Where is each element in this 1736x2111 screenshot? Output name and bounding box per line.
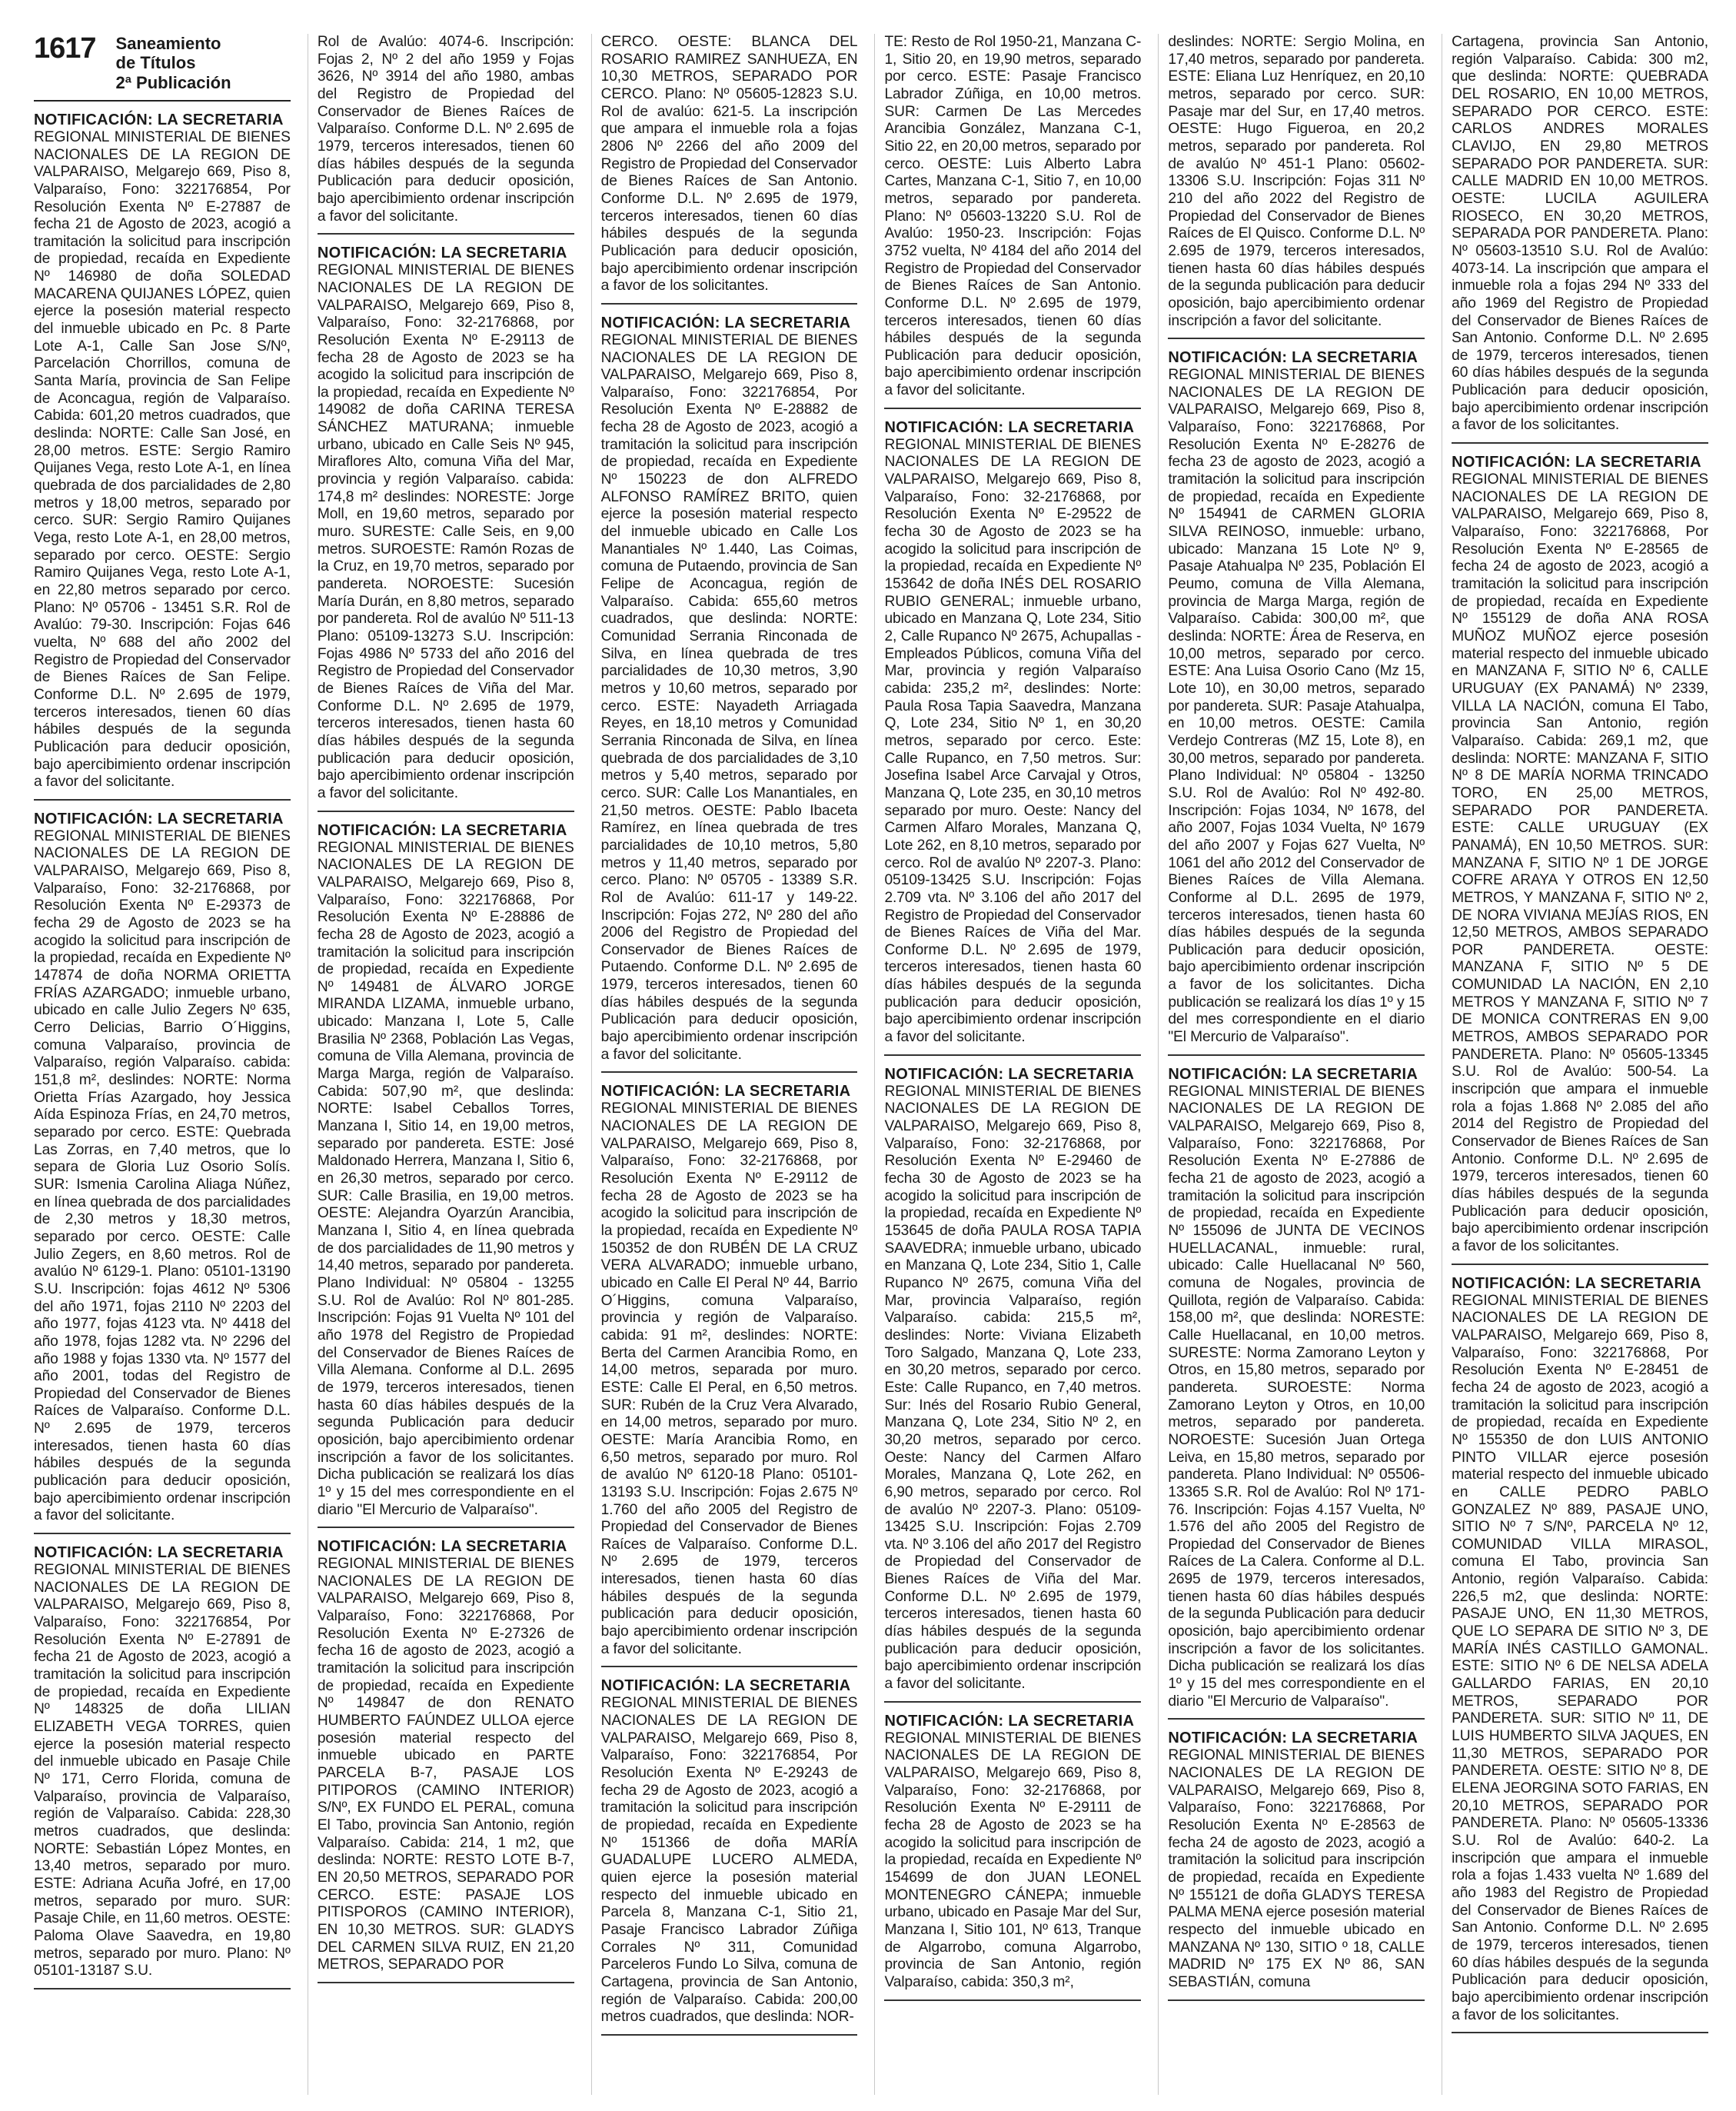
legal-notice	[1168, 1729, 1425, 2000]
notices-col-6	[1452, 34, 1708, 2033]
legal-notice	[1452, 34, 1708, 444]
section-number: 1617	[34, 34, 96, 65]
notices-col-2	[318, 34, 574, 1983]
notices-col-3	[601, 34, 858, 2036]
legal-notice	[34, 810, 291, 1534]
legal-notice	[601, 1082, 858, 1667]
notice-heading: NOTIFICACIÓN: LA SECRETARIA	[1452, 454, 1701, 471]
legal-notice	[1452, 1274, 1708, 2034]
notice-heading: NOTIFICACIÓN: LA SECRETARIA	[34, 1544, 284, 1562]
legal-notice	[1452, 453, 1708, 1265]
column-6	[1442, 34, 1708, 2095]
notice-body: REGIONAL MINISTERIAL DE BIENES NACIONALES DE LA REGION DE VALPARAISO, Melgarejo 669, Piso 8, Valparaíso, Fono: 322176868, Por Resolución Exenta Nº E-28451 de fecha 24 de agosto de 2023, acogió a tramitación la solicitud para inscripción de propiedad, recaída en Expediente Nº 155350 de don LUIS ANTONIO PINTO VILLAR ejerce posesión material respecto del inmueble ubicado en CALLE PEDRO PABLO GONZALEZ Nº 889, PASAJE UNO, SITIO Nº 7 S/Nº, PARCELA Nº 12, COMUNIDAD VILLA MIRASOL, comuna El Tabo, provincia San Antonio, región Valparaíso. Cabida: 226,5 m2, que deslinda: NORTE: PASAJE UNO, EN 11,30 METROS, QUE LO SEPARA DE SITIO Nº 3, DE MARÍA INÉS CASTILLO GAMONAL. ESTE: SITIO Nº 6 DE NELSA ADELA GALLARDO FARIAS, EN 20,10 METROS, SEPARADO POR PANDERETA. SUR: SITIO Nº 11, DE LUIS HUMBERTO SILVA JAQUES, EN 11,30 METROS, SEPARADO POR PANDERETA. OESTE: SITIO Nº 8, DE ELENA JEORGINA SOTO FARIAS, EN 20,10 METROS, SEPARADO POR PANDERETA. Plano: Nº 05605-13336 S.U. Rol de Avalúo: 640-2. La inscripción que ampara el inmueble rola a fojas 1.433 vuelta Nº 1.689 del año 1983 del Registro de Propiedad del Conservador de Bienes Raíces de San Antonio. Conforme D.L. Nº 2.695 de 1979, terceros interesados, tienen 60 días hábiles después de la segunda Publicación para deducir oposición, bajo apercibimiento ordenar inscripción a favor de los solicitantes.	[1452, 1292, 1708, 2023]
notice-body: REGIONAL MINISTERIAL DE BIENES NACIONALES DE LA REGION DE VALPARAISO, Melgarejo 669, Piso 8, Valparaíso, Fono: 32-2176868, por Resolución Exenta Nº E-29113 de fecha 28 de Agosto de 2023 se ha acogido la solicitud para inscripción de la propiedad, recaída en Expediente Nº 149082 de doña CARINA TERESA SÁNCHEZ MATURANA; inmueble urbano, ubicado en Calle Seis Nº 945, Miraflores Alto, comuna Viña del Mar, provincia y región Valparaíso. cabida: 174,8 m² deslindes: NORESTE: Jorge Moll, en 19,60 metros, separado por muro. SURESTE: Calle Seis, en 9,00 metros. SUROESTE: Ramón Rozas de la Cruz, en 19,70 metros, separado por pandereta. NOROESTE: Sucesión María Durán, en 8,80 metros, separado por pandereta. Rol de avalúo Nº 511-13 Plano: 05109-13273 S.U. Inscripción: Fojas 4986 Nº 5733 del año 2016 del Registro de Propiedad del Conservador de Bienes Raíces de Viña del Mar. Conforme D.L. Nº 2.695 de 1979, terceros interesados, tienen hasta 60 días hábiles después de la segunda publicación para deducir oposición, bajo apercibimiento ordenar inscripción a favor del solicitante.	[317, 262, 574, 801]
legal-notice	[884, 418, 1141, 1056]
column-5	[1158, 34, 1425, 2095]
notice-body: REGIONAL MINISTERIAL DE BIENES NACIONALES DE LA REGION DE VALPARAISO, Melgarejo 669, Piso 8, Valparaíso, Fono: 322176868, Por Resolución Exenta Nº E-28886 de fecha 28 de Agosto de 2023, acogió a tramitación la solicitud para inscripción de propiedad, recaída en Expediente Nº 149481 de ÁLVARO JORGE MIRANDA LIZAMA, inmueble urbano, ubicado: Manzana I, Lote 5, Calle Brasilia Nº 2368, Población Las Vegas, comuna de Villa Alemana, provincia de Marga Marga, región de Valparaíso. Cabida: 507,90 m², que deslinda: NORTE: Isabel Ceballos Torres, Manzana I, Sitio 14, en 19,00 metros, separado por pandereta. ESTE: José Maldonado Herrera, Manzana I, Sitio 6, en 26,30 metros, separado por cerco. SUR: Calle Brasilia, en 19,00 metros. OESTE: Alejandra Oyarzún Arancibia, Manzana I, Sitio 4, en línea quebrada de dos parcialidades de 11,90 metros y 14,40 metros, separado por pandereta. Plano Individual: Nº 05804 - 13255 S.U. Rol de Avalúo: Rol Nº 801-285. Inscripción: Fojas 91 Vuelta Nº 101 del año 1978 del Registro de Propiedad del Conservador de Bienes Raíces de Villa Alemana. Conforme al D.L. 2695 de 1979, terceros interesados, tienen hasta 60 días hábiles después de la segunda Publicación para deducir oposición, bajo apercibimiento ordenar inscripción a favor de los solicitantes. Dicha publicación se realizará los días 1º y 15 del mes correspondiente en el diario "El Mercurio de Valparaíso".	[317, 839, 574, 1518]
notice-body: REGIONAL MINISTERIAL DE BIENES NACIONALES DE LA REGION DE VALPARAISO, Melgarejo 669, Piso 8, Valparaíso, Fono: 322176868, Por Resolución Exenta Nº E-27886 de fecha 21 de agosto de 2023, acogió a tramitación la solicitud para inscripción de propiedad, recaída en Expediente Nº 155096 de JUNTA DE VECINOS HUELLACANAL, inmueble: rural, ubicado: Calle Huellacanal Nº 560, comuna de Nogales, provincia de Quillota, región de Valparaíso. Cabida: 158,00 m², que deslinda: NORESTE: Calle Huellacanal, en 10,00 metros. SURESTE: Norma Zamorano Leyton y Otros, en 15,80 metros, separado por pandereta. SUROESTE: Norma Zamorano Leyton y Otros, en 10,00 metros, separado por pandereta. NOROESTE: Sucesión Juan Ortega Leiva, en 15,80 metros, separado por pandereta. Plano Individual: Nº 05506-13365 S.R. Rol de Avalúo: Rol Nº 171-76. Inscripción: Fojas 4.157 Vuelta, Nº 1.576 del año 2005 del Registro de Propiedad del Conservador de Bienes Raíces de La Calera. Conforme al D.L. 2695 de 1979, terceros interesados, tienen hasta 60 días hábiles después de la segunda Publicación para deducir oposición, bajo apercibimiento ordenar inscripción a favor de los solicitantes. Dicha publicación se realizará los días 1º y 15 del mes correspondiente en el diario "El Mercurio de Valparaíso".	[1168, 1083, 1425, 1710]
legal-notice	[601, 1676, 858, 2035]
notice-body: REGIONAL MINISTERIAL DE BIENES NACIONALES DE LA REGION DE VALPARAISO, Melgarejo 669, Piso 8, Valparaíso, Fono: 322176868, Por Resolución Exenta Nº E-28565 de fecha 24 de agosto de 2023, acogió a tramitación la solicitud para inscripción de propiedad, recaída en Expediente Nº 155129 de doña ANA ROSA MUÑOZ MUÑOZ ejerce posesión material respecto del inmueble ubicado en MANZANA F, SITIO Nº 6, CALLE URUGUAY (EX PANAMÁ) Nº 2339, VILLA LA NACIÓN, comuna El Tabo, provincia San Antonio, región Valparaíso. Cabida: 269,1 m2, que deslinda: NORTE: MANZANA F, SITIO Nº 8 DE MARÍA NORMA TRINCADO TORO, EN 25,00 METROS, SEPARADO POR PANDERETA. ESTE: CALLE URUGUAY (EX PANAMÁ), EN 10,50 METROS. SUR: MANZANA F, SITIO Nº 1 DE JORGE COFRE ARAYA Y OTROS EN 12,50 METROS, Y MANZANA F, SITIO Nº 2, DE NORA VIVIANA MEJÍAS RIOS, EN 12,50 METROS, AMBOS SEPARADO POR PANDERETA. OESTE: MANZANA F, SITIO Nº 5 DE COMUNIDAD LA NACIÓN, EN 2,10 METROS Y MANZANA F, SITIO Nº 7 DE MONICA CONTRERAS EN 9,00 METROS, AMBOS SEPARADO POR PANDERETA. Plano: Nº 05605-13345 S.U. Rol de Avalúo: 500-54. La inscripción que ampara el inmueble rola a fojas 1.868 Nº 2.085 del año 2014 del Registro de Propiedad del Conservador de Bienes Raíces de San Antonio. Conforme D.L. Nº 2.695 de 1979, terceros interesados, tienen 60 días hábiles después de la segunda Publicación para deducir oposición, bajo apercibimiento ordenar inscripción a favor de los solicitantes.	[1452, 471, 1708, 1254]
notice-heading: NOTIFICACIÓN: LA SECRETARIA	[600, 314, 851, 331]
notice-heading: NOTIFICACIÓN: LA SECRETARIA	[34, 111, 284, 128]
notice-heading: NOTIFICACIÓN: LA SECRETARIA	[1168, 349, 1418, 367]
legal-notice	[601, 34, 858, 305]
notice-body: REGIONAL MINISTERIAL DE BIENES NACIONALES DE LA REGION DE VALPARAISO, Melgarejo 669, Piso 8, Valparaíso, Fono: 322176854, Por Resolución Exenta Nº E-28882 de fecha 28 de Agosto de 2023, acogió a tramitación la solicitud para inscripción de propiedad, recaída en Expediente Nº 150223 de don ALFREDO ALFONSO RAMÍREZ BRITO, quien ejerce la posesión material respecto del inmueble ubicado en Calle Los Manantiales Nº 1.440, Las Coimas, comuna de Putaendo, provincia de San Felipe de Aconcagua, región de Valparaíso. Cabida: 655,60 metros cuadrados, que deslinda: NORTE: Comunidad Serrania Rinconada de Silva, en línea quebrada de tres parcialidades de 10,30 metros, 3,90 metros y 10,60 metros, separado por cerco. ESTE: Nayadeth Arriagada Reyes, en 18,10 metros y Comunidad Serrania Rinconada de Silva, en línea quebrada de dos parcialidades de 3,10 metros y 5,40 metros, separado por cerco. SUR: Calle Los Manantiales, en 21,50 metros. OESTE: Pablo Ibaceta Ramírez, en línea quebrada de tres parcialidades de 10,10 metros, 5,80 metros y 11,40 metros, separado por cerco. Plano: Nº 05705 - 13389 S.R. Rol de Avalúo: 611-17 y 149-22. Inscripción: Fojas 272, Nº 280 del año 2006 del Registro de Propiedad del Conservador de Bienes Raíces de Putaendo. Conforme D.L. Nº 2.695 de 1979, terceros interesados, tienen 60 días hábiles después de la segunda Publicación para deducir oposición, bajo apercibimiento ordenar inscripción a favor del solicitante.	[600, 331, 858, 1063]
legal-notice	[884, 1065, 1141, 1703]
notice-heading: NOTIFICACIÓN: LA SECRETARIA	[600, 1083, 851, 1100]
notice-body: REGIONAL MINISTERIAL DE BIENES NACIONALES DE LA REGION DE VALPARAISO, Melgarejo 669, Piso 8, Valparaíso, Fono: 322176854, Por Resolución Exenta Nº E-29243 de fecha 29 de Agosto de 2023, acogió a tramitación la solicitud para inscripción de propiedad, recaída en Expediente Nº 151366 de doña MARÍA GUADALUPE LUCERO ALMEDA, quien ejerce la posesión material respecto del inmueble ubicado en Parcela 8, Manzana C-1, Sitio 21, Pasaje Francisco Labrador Zúñiga Corrales Nº 311, Comunidad Parceleros Fundo Lo Silva, comuna de Cartagena, provincia de San Antonio, región de Valparaíso. Cabida: 200,00 metros cuadrados, que deslinda: NOR-	[600, 1695, 858, 2026]
notice-heading: NOTIFICACIÓN: LA SECRETARIA	[884, 1065, 1135, 1083]
legal-notice	[318, 1537, 574, 1983]
notices-col-4	[884, 34, 1141, 2001]
notice-body: REGIONAL MINISTERIAL DE BIENES NACIONALES DE LA REGION DE VALPARAISO, Melgarejo 669, Piso 8, Valparaíso, Fono: 32-2176868, por Resolución Exenta Nº E-29373 de fecha 29 de Agosto de 2023 se ha acogido la solicitud para inscripción de la propiedad, recaída en Expediente Nº 147874 de doña NORMA ORIETTA FRÍAS AZARGADO; inmueble urbano, ubicado en calle Julio Zegers Nº 635, Cerro Delicias, Barrio O´Higgins, comuna Valparaíso, provincia de Valparaíso, región Valparaíso. cabida: 151,8 m², deslindes: NORTE: Norma Orietta Frías Azargado, hoy Jessica Aída Espinoza Frías, en 24,70 metros, separado por cerco. ESTE: Quebrada Las Zorras, en 7,40 metros, que lo separa de Gloria Luz Osorio Solís. SUR: Ismenia Carolina Aliaga Núñez, en línea quebrada de dos parcialidades de 2,30 metros y 18,30 metros, separado por cerco. OESTE: Calle Julio Zegers, en 8,60 metros. Rol de avalúo Nº 6129-1. Plano: 05101-13190 S.U. Inscripción: fojas 4612 Nº 5306 del año 1971, fojas 2110 Nº 2203 del año 1977, fojas 4123 vta. Nº 4418 del año 1978, fojas 1282 vta. Nº 2296 del año 1988 y fojas 1330 vta. Nº 1577 del año 2001, todas del Registro de Propiedad del Conservador de Bienes Raíces de Valparaíso. Conforme D.L. Nº 2.695 de 1979, terceros interesados, tienen hasta 60 días hábiles después de la segunda publicación para deducir oposición, bajo apercibimiento ordenar inscripción a favor del solicitante.	[34, 827, 291, 1524]
notice-heading: NOTIFICACIÓN: LA SECRETARIA	[34, 810, 284, 827]
notice-heading: NOTIFICACIÓN: LA SECRETARIA	[884, 418, 1135, 436]
notice-body: Rol de Avalúo: 4074-6. Inscripción: Fojas 2, Nº 2 del año 1959 y Fojas 3626, Nº 3914 del año 1980, ambas del Registro de Propiedad del Conservador de Bienes Raíces de Valparaíso. Conforme D.L. Nº 2.695 de 1979, terceros interesados, tienen 60 días hábiles después de la segunda Publicación para deducir oposición, bajo apercibimiento ordenar inscripción a favor del solicitante.	[317, 34, 574, 225]
notice-body: REGIONAL MINISTERIAL DE BIENES NACIONALES DE LA REGION DE VALPARAISO, Melgarejo 669, Piso 8, Valparaíso, Fono: 32-2176868, por Resolución Exenta Nº E-29522 de fecha 30 de Agosto de 2023 se ha acogido la solicitud para inscripción de la propiedad, recaída en Expediente Nº 153642 de doña INÉS DEL ROSARIO RUBIO GENERAL; inmueble urbano, ubicado en Manzana Q, Lote 234, Sitio 2, Calle Rupanco Nº 2675, Achupallas - Empleados Públicos, comuna Viña del Mar, provincia y región Valparaíso cabida: 235,2 m², deslindes: Norte: Paula Rosa Tapia Saavedra, Manzana Q, Lote 234, Sitio Nº 1, en 30,20 metros, separado por cerco. Este: Calle Rupanco, en 7,50 metros. Sur: Josefina Isabel Arce Carvajal y Otros, Manzana Q, Lote 235, en 30,10 metros separado por muro. Oeste: Nancy del Carmen Alfaro Morales, Manzana Q, Lote 262, en 8,10 metros, separado por cerco. Rol de avalúo Nº 2207-3. Plano: 05109-13425 S.U. Inscripción: Fojas 2.709 vta. Nº 3.106 del año 2017 del Registro de Propiedad del Conservador de Bienes Raíces de Viña del Mar. Conforme D.L. Nº 2.695 de 1979, terceros interesados, tienen hasta 60 días hábiles después de la segunda publicación para deducir oposición, bajo apercibimiento ordenar inscripción a favor del solicitante.	[884, 436, 1142, 1046]
legal-notice	[318, 34, 574, 235]
notices-col-1	[34, 111, 291, 1989]
legal-notice	[601, 314, 858, 1074]
notice-heading: NOTIFICACIÓN: LA SECRETARIA	[1168, 1730, 1418, 1747]
notice-body: Cartagena, provincia San Antonio, región Valparaíso. Cabida: 300 m2, que deslinda: NORTE: QUEBRADA DEL ROSARIO, EN 10,00 METROS, SEPARADO POR CERCO. ESTE: CARLOS ANDRES MORALES CLAVIJO, EN 29,80 METROS SEPARADO POR PANDERETA. SUR: CALLE MADRID EN 10,00 METROS. OESTE: LUCILA AGUILERA RIOSECO, EN 30,20 METROS, SEPARADA POR PANDERETA. Plano: Nº 05603-13510 S.U. Rol de Avalúo: 4073-14. La inscripción que ampara el inmueble rola a fojas 294 Nº 333 del año 1969 del Registro de Propiedad del Conservador de Bienes Raíces de San Antonio. Conforme D.L. Nº 2.695 de 1979, terceros interesados, tienen 60 días hábiles después de la segunda Publicación para deducir oposición, bajo apercibimiento ordenar inscripción a favor de los solicitantes.	[1452, 34, 1708, 434]
notice-heading: NOTIFICACIÓN: LA SECRETARIA	[317, 821, 567, 839]
legal-notice	[34, 111, 291, 801]
legal-notice	[1168, 34, 1425, 339]
legal-notice	[884, 1712, 1141, 2001]
notice-body: REGIONAL MINISTERIAL DE BIENES NACIONALES DE LA REGION DE VALPARAISO, Melgarejo 669, Piso 8, Valparaíso, Fono: 322176868, Por Resolución Exenta Nº E-28563 de fecha 24 de agosto de 2023, acogió a tramitación la solicitud para inscripción de propiedad, recaída en Expediente Nº 155121 de doña GLADYS TERESA PALMA MENA ejerce posesión material respecto del inmueble ubicado en MANZANA Nº 130, SITIO º 18, CALLE MADRID Nº 175 EX Nº 86, SAN SEBASTIÁN, comuna	[1168, 1747, 1425, 1990]
columns-container	[34, 34, 1708, 2095]
notices-col-5	[1168, 34, 1425, 2001]
legal-notice	[1168, 1065, 1425, 1720]
legal-notice	[318, 821, 574, 1529]
notice-body: REGIONAL MINISTERIAL DE BIENES NACIONALES DE LA REGION DE VALPARAISO, Melgarejo 669, Piso 8, Valparaíso, Fono: 32-2176868, por Resolución Exenta Nº E-29111 de fecha 28 de Agosto de 2023 se ha acogido la solicitud para inscripción de la propiedad, recaída en Expediente Nº 154699 de don JUAN LEONEL MONTENEGRO CÁNEPA; inmueble urbano, ubicado en Pasaje Mar del Sur, Manzana I, Sitio 101, Nº 613, Tranque de Algarrobo, comuna Algarrobo, provincia de San Antonio, región Valparaíso, cabida: 350,3 m²,	[884, 1730, 1142, 1990]
notice-heading: NOTIFICACIÓN: LA SECRETARIA	[317, 245, 567, 262]
notice-body: REGIONAL MINISTERIAL DE BIENES NACIONALES DE LA REGION DE VALPARAISO, Melgarejo 669, Piso 8, Valparaíso, Fono: 32-2176868, por Resolución Exenta Nº E-29460 de fecha 30 de Agosto de 2023 se ha acogido la solicitud para inscripción de la propiedad, recaída en Expediente Nº 153645 de doña PAULA ROSA TAPIA SAAVEDRA; inmueble urbano, ubicado en Manzana Q, Lote 234, Sitio 1, Calle Rupanco Nº 2675, comuna Viña del Mar, provincia Valparaíso, región Valparaíso. cabida: 215,5 m², deslindes: Norte: Viviana Elizabeth Toro Salgado, Manzana Q, Lote 233, en 30,20 metros, separado por cerco. Este: Calle Rupanco, en 7,40 metros. Sur: Inés del Rosario Rubio General, Manzana Q, Lote 234, Sitio Nº 2, en 30,20 metros, separado por cerco. Oeste: Nancy del Carmen Alfaro Morales, Manzana Q, Lote 262, en 6,90 metros, separado por cerco. Rol de avalúo Nº 2207-3. Plano: 05109-13425 S.U. Inscripción: Fojas 2.709 vta. Nº 3.106 del año 2017 del Registro de Propiedad del Conservador de Bienes Raíces de Viña del Mar. Conforme D.L. Nº 2.695 de 1979, terceros interesados, tienen hasta 60 días hábiles después de la segunda publicación para deducir oposición, bajo apercibimiento ordenar inscripción a favor del solicitante.	[884, 1083, 1142, 1693]
notice-heading: NOTIFICACIÓN: LA SECRETARIA	[600, 1677, 851, 1695]
notice-body: REGIONAL MINISTERIAL DE BIENES NACIONALES DE LA REGION DE VALPARAISO, Melgarejo 669, Piso 8, Valparaíso, Fono: 322176868, Por Resolución Exenta Nº E-28276 de fecha 23 de agosto de 2023, acogió a tramitación la solicitud para inscripción de propiedad, recaída en Expediente Nº 154941 de CARMEN GLORIA SILVA REINOSO, inmueble: urbano, ubicado: Manzana 15 Lote Nº 9, Pasaje Atahualpa Nº 235, Población El Peumo, comuna de Villa Alemana, provincia de Marga Marga, región de Valparaíso. Cabida: 300,00 m², que deslinda: NORTE: Área de Reserva, en 10,00 metros, separado por cerco. ESTE: Ana Luisa Osorio Cano (Mz 15, Lote 10), en 30,00 metros, separado por pandereta. SUR: Pasaje Atahualpa, en 10,00 metros. OESTE: Camila Verdejo Contreras (MZ 15, Lote 8), en 30,00 metros, separado por pandereta. Plano Individual: Nº 05804 - 13250 S.U. Rol de Avalúo: Rol Nº 492-80. Inscripción: Fojas 1034, Nº 1678, del año 2007, Fojas 1034 Vuelta, Nº 1679 del año 2007 y Fojas 627 Vuelta, Nº 1061 del año 2012 del Conservador de Bienes Raíces de Villa Alemana. Conforme al D.L. 2695 de 1979, terceros interesados, tienen hasta 60 días hábiles después de la segunda Publicación para deducir oposición, bajo apercibimiento ordenar inscripción a favor de los solicitantes. Dicha publicación se realizará los días 1º y 15 del mes correspondiente en el diario "El Mercurio de Valparaíso".	[1168, 367, 1425, 1046]
notice-body: deslindes: NORTE: Sergio Molina, en 17,40 metros, separado por pandereta. ESTE: Eliana Luz Henríquez, en 20,10 metros, separado por cerco. SUR: Pasaje mar del Sur, en 17,40 metros. OESTE: Hugo Figueroa, en 20,2 metros, separado por pandereta. Rol de avalúo Nº 451-1 Plano: 05602-13306 S.U. Inscripción: Fojas 311 Nº 210 del año 2022 del Registro de Propiedad del Conservador de Bienes Raíces de El Quisco. Conforme D.L. Nº 2.695 de 1979, terceros interesados, tienen hasta 60 días hábiles después de la segunda publicación para deducir oposición, bajo apercibimiento ordenar inscripción a favor del solicitante.	[1168, 34, 1425, 329]
legal-notice	[34, 1543, 291, 1989]
section-header	[34, 34, 291, 102]
notice-body: REGIONAL MINISTERIAL DE BIENES NACIONALES DE LA REGION DE VALPARAISO, Melgarejo 669, Piso 8, Valparaíso, Fono: 32-2176868, por Resolución Exenta Nº E-29112 de fecha 28 de Agosto de 2023 se ha acogido la solicitud para inscripción de la propiedad, recaída en Expediente Nº 150352 de don RUBÉN DE LA CRUZ VERA ALVARADO; inmueble urbano, ubicado en Calle El Peral Nº 44, Barrio O´Higgins, comuna Valparaíso, provincia y región de Valparaíso. cabida: 91 m², deslindes: NORTE: Berta del Carmen Arancibia Romo, en 14,00 metros, separada por muro. ESTE: Calle El Peral, en 6,50 metros. SUR: Rubén de la Cruz Vera Alvarado, en 14,00 metros, separado por muro. OESTE: María Arancibia Romo, en 6,50 metros, separado por muro. Rol de avalúo Nº 6120-18 Plano: 05101-13193 S.U. Inscripción: Fojas 2.675 Nº 1.760 del año 2005 del Registro de Propiedad del Conservador de Bienes Raíces de Valparaíso. Conforme D.L. Nº 2.695 de 1979, terceros interesados, tienen hasta 60 días hábiles después de la segunda publicación para deducir oposición, bajo apercibimiento ordenar inscripción a favor del solicitante.	[600, 1100, 858, 1657]
notice-body: REGIONAL MINISTERIAL DE BIENES NACIONALES DE LA REGION DE VALPARAISO, Melgarejo 669, Piso 8, Valparaíso, Fono: 322176868, Por Resolución Exenta Nº E-27326 de fecha 16 de agosto de 2023, acogió a tramitación la solicitud para inscripción de propiedad, recaída en Expediente Nº 149847 de don RENATO HUMBERTO FAÚNDEZ ULLOA ejerce posesión material respecto del inmueble ubicado en PARTE PARCELA B-7, PASAJE LOS PITIPOROS (CAMINO INTERIOR) S/Nº, EX FUNDO EL PERAL, comuna El Tabo, provincia San Antonio, región Valparaíso. Cabida: 214, 1 m2, que deslinda: NORTE: RESTO LOTE B-7, EN 20,50 METROS, SEPARADO POR CERCO. ESTE: PASAJE LOS PITISPOROS (CAMINO INTERIOR), EN 10,30 METROS. SUR: GLADYS DEL CARMEN SILVA RUIZ, EN 21,20 METROS, SEPARADO POR	[317, 1556, 574, 1973]
column-4	[874, 34, 1141, 2095]
column-1	[34, 34, 291, 2095]
notice-body: TE: Resto de Rol 1950-21, Manzana C-1, Sitio 20, en 19,90 metros, separado por cerco. ESTE: Pasaje Francisco Labrador Zúñiga, en 10,00 metros. SUR: Carmen De Las Mercedes Arancibia González, Manzana C-1, Sitio 22, en 20,00 metros, separado por cerco. OESTE: Luis Alberto Labra Cartes, Manzana C-1, Sitio 7, en 10,00 metros, separado por pandereta. Plano: Nº 05603-13220 S.U. Rol de Avalúo: 1950-23. Inscripción: Fojas 3752 vuelta, Nº 4184 del año 2014 del Registro de Propiedad del Conservador de Bienes Raíces de San Antonio. Conforme D.L. Nº 2.695 de 1979, terceros interesados, tienen 60 días hábiles después de la segunda Publicación para deducir oposición, bajo apercibimiento ordenar inscripción a favor del solicitante.	[884, 34, 1142, 399]
notice-heading: NOTIFICACIÓN: LA SECRETARIA	[1168, 1065, 1418, 1083]
notice-heading: NOTIFICACIÓN: LA SECRETARIA	[317, 1538, 567, 1556]
notice-body: CERCO. OESTE: BLANCA DEL ROSARIO RAMIREZ SANHUEZA, EN 10,30 METROS, SEPARADO POR CERCO. Plano: Nº 05605-12823 S.U. Rol de avalúo: 621-5. La inscripción que ampara el inmueble rola a fojas 2806 Nº 2266 del año 2009 del Registro de Propiedad del Conservador de Bienes Raíces de San Antonio. Conforme D.L. Nº 2.695 de 1979, terceros interesados, tienen 60 días hábiles después de la segunda Publicación para deducir oposición, bajo apercibimiento ordenar inscripción a favor de los solicitantes.	[600, 34, 858, 295]
notice-heading: NOTIFICACIÓN: LA SECRETARIA	[1452, 1274, 1701, 1292]
legal-notice	[1168, 348, 1425, 1056]
section-title: Saneamiento de Títulos 2ª Publicación	[115, 34, 231, 92]
legal-notice	[318, 244, 574, 811]
notice-body: REGIONAL MINISTERIAL DE BIENES NACIONALES DE LA REGION DE VALPARAISO, Melgarejo 669, Piso 8, Valparaíso, Fono: 322176854, Por Resolución Exenta Nº E-27887 de fecha 21 de Agosto de 2023, acogió a tramitación la solicitud para inscripción de propiedad, recaída en Expediente Nº 146980 de doña SOLEDAD MACARENA QUIJANES LÓPEZ, quien ejerce la posesión material respecto del inmueble ubicado en Pc. 8 Parte Lote A-1, Calle San Jose S/Nº, Parcelación Chorrillos, comuna de Santa María, provincia de San Felipe de Aconcagua, región de Valparaíso. Cabida: 601,20 metros cuadrados, que deslinda: NORTE: Calle San José, en 28,00 metros. ESTE: Sergio Ramiro Quijanes Vega, resto Lote A-1, en línea quebrada de dos parcialidades de 2,80 metros y 18,00 metros, separado por cerco. SUR: Sergio Ramiro Quijanes Vega, resto Lote A-1, en 28,00 metros, separado por cerco. OESTE: Sergio Ramiro Quijanes Vega, resto Lote A-1, en 22,80 metros separado por cerco. Plano: Nº 05706 - 13451 S.R. Rol de Avalúo: 79-30. Inscripción: Fojas 646 vuelta, Nº 688 del año 2002 del Registro de Propiedad del Conservador de Bienes Raíces de San Felipe. Conforme D.L. Nº 2.695 de 1979, terceros interesados, tienen 60 días hábiles después de la segunda Publicación para deducir oposición, bajo apercibimiento ordenar inscripción a favor del solicitante.	[34, 128, 291, 791]
column-2	[308, 34, 574, 2095]
notice-heading: NOTIFICACIÓN: LA SECRETARIA	[884, 1712, 1135, 1730]
legal-notice	[884, 34, 1141, 409]
notice-body: REGIONAL MINISTERIAL DE BIENES NACIONALES DE LA REGION DE VALPARAISO, Melgarejo 669, Piso 8, Valparaíso, Fono: 322176854, Por Resolución Exenta Nº E-27891 de fecha 21 de Agosto de 2023, acogió a tramitación la solicitud para inscripción de propiedad, recaída en Expediente Nº 148325 de doña LILIAN ELIZABETH VEGA TORRES, quien ejerce la posesión material respecto del inmueble ubicado en Pasaje Chile Nº 171, Cerro Florida, comuna de Valparaíso, provincia de Valparaíso, región de Valparaíso. Cabida: 228,30 metros cuadrados, que deslinda: NORTE: Sebastián López Montes, en 13,40 metros, separado por muro. ESTE: Adriana Acuña Jofré, en 17,00 metros, separado por muro. SUR: Pasaje Chile, en 11,60 metros. OESTE: Paloma Olave Saavedra, en 19,80 metros, separado por muro. Plano: Nº 05101-13187 S.U.	[34, 1562, 291, 1979]
column-3	[591, 34, 858, 2095]
